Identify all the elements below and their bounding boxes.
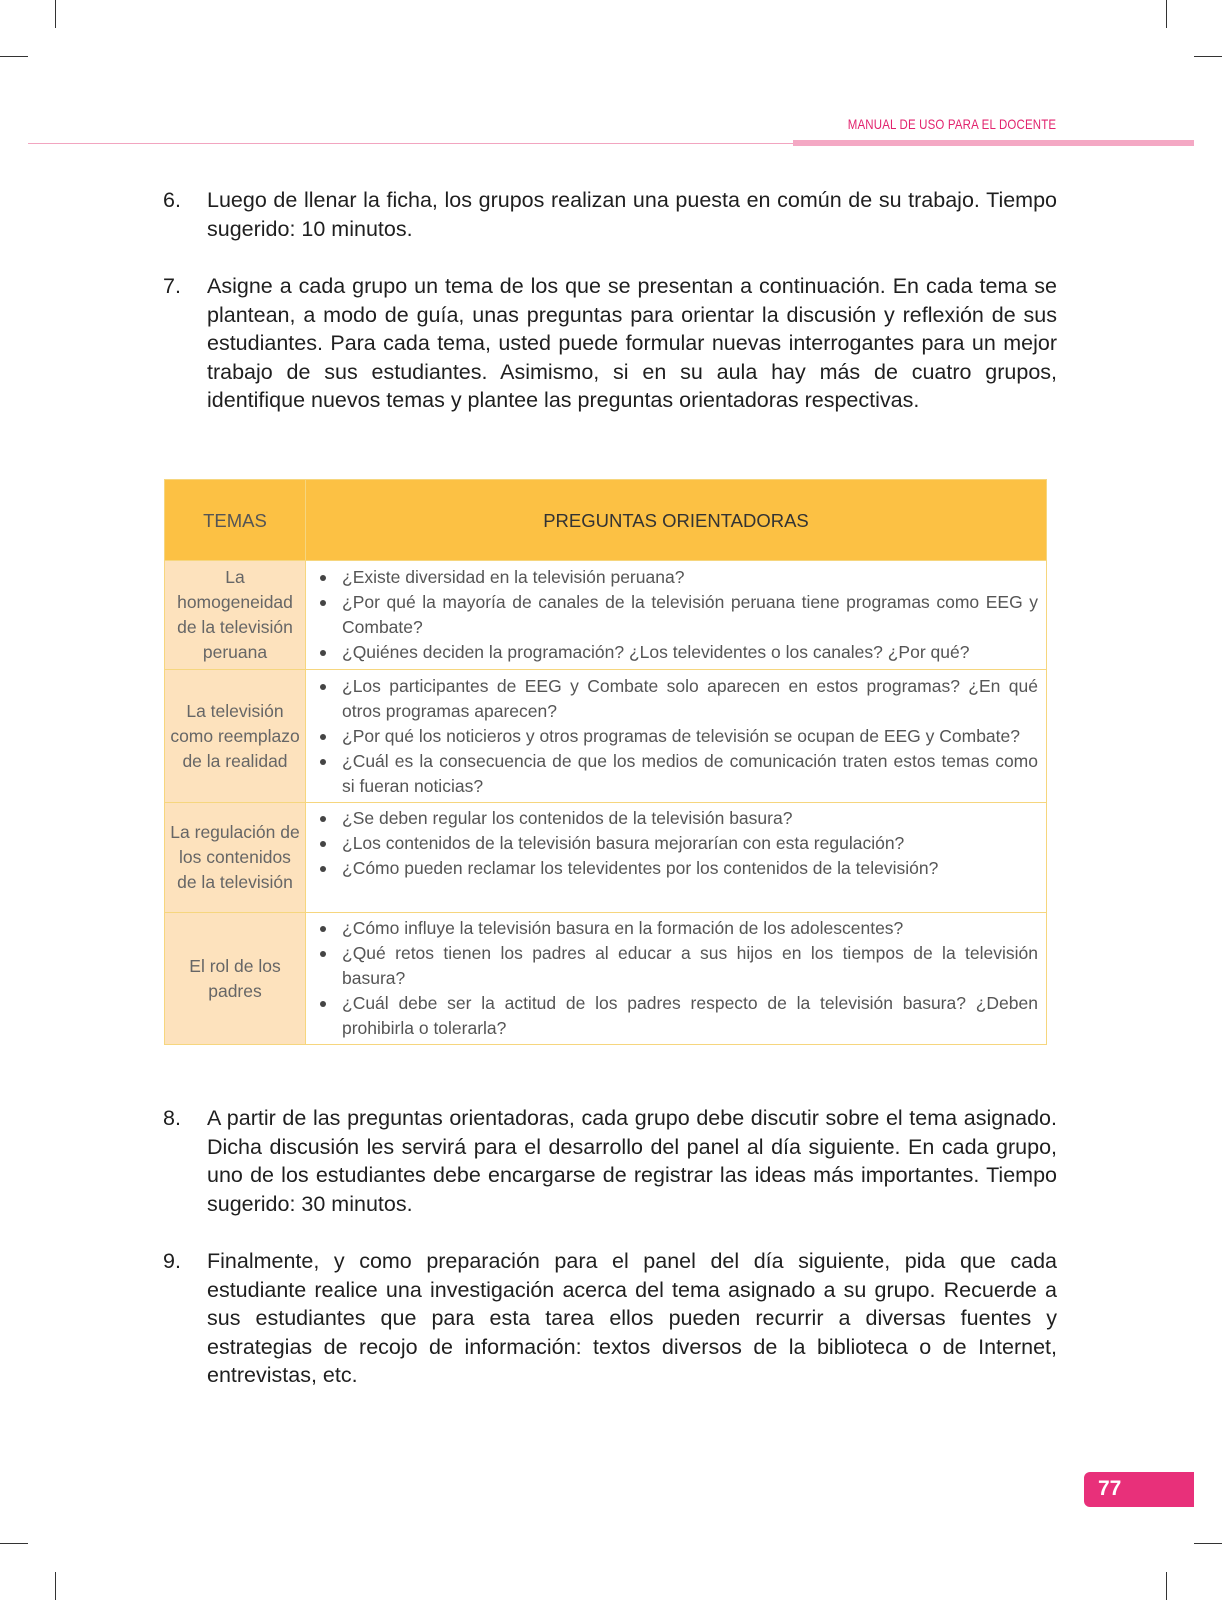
step-7 bbox=[163, 272, 1057, 415]
step-number: 9. bbox=[163, 1249, 181, 1273]
table-row bbox=[165, 913, 1047, 1045]
crop-mark bbox=[0, 56, 28, 57]
question-item: ¿Los participantes de EEG y Combate solo aparecen en estos programas? ¿En qué otros programas aparecen? bbox=[314, 674, 1038, 724]
step-text: A partir de las preguntas orientadoras, cada grupo debe discutir sobre el tema asignado. Dicha discusión les servirá para el desarrollo del panel al día siguiente. En cada grupo, uno de los estudiantes debe encargarse de registrar las ideas más importantes. Tiempo sugerido: 30 minutos. bbox=[207, 1106, 1057, 1216]
question-item: ¿Existe diversidad en la televisión peruana? bbox=[314, 565, 1038, 590]
crop-mark bbox=[1166, 1572, 1167, 1600]
question-list bbox=[314, 916, 1038, 1041]
question-item: ¿Quiénes deciden la programación? ¿Los televidentes o los canales? ¿Por qué? bbox=[314, 640, 1038, 665]
step-6 bbox=[163, 186, 1057, 243]
step-8 bbox=[163, 1104, 1057, 1218]
crop-mark bbox=[1194, 56, 1222, 57]
preguntas-cell bbox=[306, 670, 1047, 803]
question-item: ¿Cuál debe ser la actitud de los padres respecto de la televisión basura? ¿Deben prohibirla o tolerarla? bbox=[314, 991, 1038, 1041]
table-header-row bbox=[165, 480, 1047, 561]
page-number: 77 bbox=[1098, 1477, 1122, 1500]
guide-table bbox=[164, 479, 1047, 1045]
question-item: ¿Qué retos tienen los padres al educar a sus hijos en los tiempos de la televisión basura? bbox=[314, 941, 1038, 991]
header-accent-bar bbox=[793, 140, 1194, 146]
tema-cell: El rol de los padres bbox=[165, 913, 306, 1045]
table-row bbox=[165, 561, 1047, 670]
tema-cell: La regulación de los contenidos de la televisión bbox=[165, 803, 306, 913]
page-number-tab bbox=[1084, 1472, 1194, 1507]
question-item: ¿Cómo influye la televisión basura en la formación de los adolescentes? bbox=[314, 916, 1038, 941]
question-item: ¿Cómo pueden reclamar los televidentes por los contenidos de la televisión? bbox=[314, 856, 1038, 881]
question-list bbox=[314, 674, 1038, 799]
table-row bbox=[165, 803, 1047, 913]
preguntas-cell bbox=[306, 561, 1047, 670]
crop-mark bbox=[55, 1572, 56, 1600]
step-number: 8. bbox=[163, 1106, 181, 1130]
tema-cell: La televisión como reemplazo de la realidad bbox=[165, 670, 306, 803]
table-row bbox=[165, 670, 1047, 803]
question-item: ¿Cuál es la consecuencia de que los medios de comunicación traten estos temas como si fueran noticias? bbox=[314, 749, 1038, 799]
step-text: Finalmente, y como preparación para el panel del día siguiente, pida que cada estudiante realice una investigación acerca del tema asignado a su grupo. Recuerde a sus estudiantes que para esta tarea ellos pueden recurrir a diversas fuentes y estrategias de recojo de información: textos diversos de la biblioteca o de Internet, entrevistas, etc. bbox=[207, 1249, 1057, 1387]
step-9 bbox=[163, 1247, 1057, 1390]
tema-cell: La homogeneidad de la televisión peruana bbox=[165, 561, 306, 670]
question-item: ¿Se deben regular los contenidos de la televisión basura? bbox=[314, 806, 1038, 831]
crop-mark bbox=[1166, 0, 1167, 28]
running-head: MANUAL DE USO PARA EL DOCENTE bbox=[847, 116, 1056, 132]
question-item: ¿Los contenidos de la televisión basura mejorarían con esta regulación? bbox=[314, 831, 1038, 856]
step-number: 6. bbox=[163, 188, 181, 212]
preguntas-cell bbox=[306, 803, 1047, 913]
column-header-preguntas: PREGUNTAS ORIENTADORAS bbox=[306, 480, 1047, 561]
step-text: Asigne a cada grupo un tema de los que se presentan a continuación. En cada tema se plantean, a modo de guía, unas preguntas para orientar la discusión y reflexión de sus estudiantes. Para cada tema, usted puede formular nuevas interrogantes para un mejor trabajo de sus estudiantes. Asimismo, si en su aula hay más de cuatro grupos, identifique nuevos temas y plantee las preguntas orientadoras respectivas. bbox=[207, 274, 1057, 412]
crop-mark bbox=[55, 0, 56, 28]
crop-mark bbox=[1194, 1543, 1222, 1544]
step-number: 7. bbox=[163, 274, 181, 298]
question-list bbox=[314, 806, 1038, 881]
column-header-temas: TEMAS bbox=[165, 480, 306, 561]
question-item: ¿Por qué los noticieros y otros programas de televisión se ocupan de EEG y Combate? bbox=[314, 724, 1038, 749]
question-item: ¿Por qué la mayoría de canales de la televisión peruana tiene programas como EEG y Combate? bbox=[314, 590, 1038, 640]
preguntas-cell bbox=[306, 913, 1047, 1045]
crop-mark bbox=[0, 1543, 28, 1544]
question-list bbox=[314, 565, 1038, 665]
step-text: Luego de llenar la ficha, los grupos realizan una puesta en común de su trabajo. Tiempo sugerido: 10 minutos. bbox=[207, 188, 1057, 241]
